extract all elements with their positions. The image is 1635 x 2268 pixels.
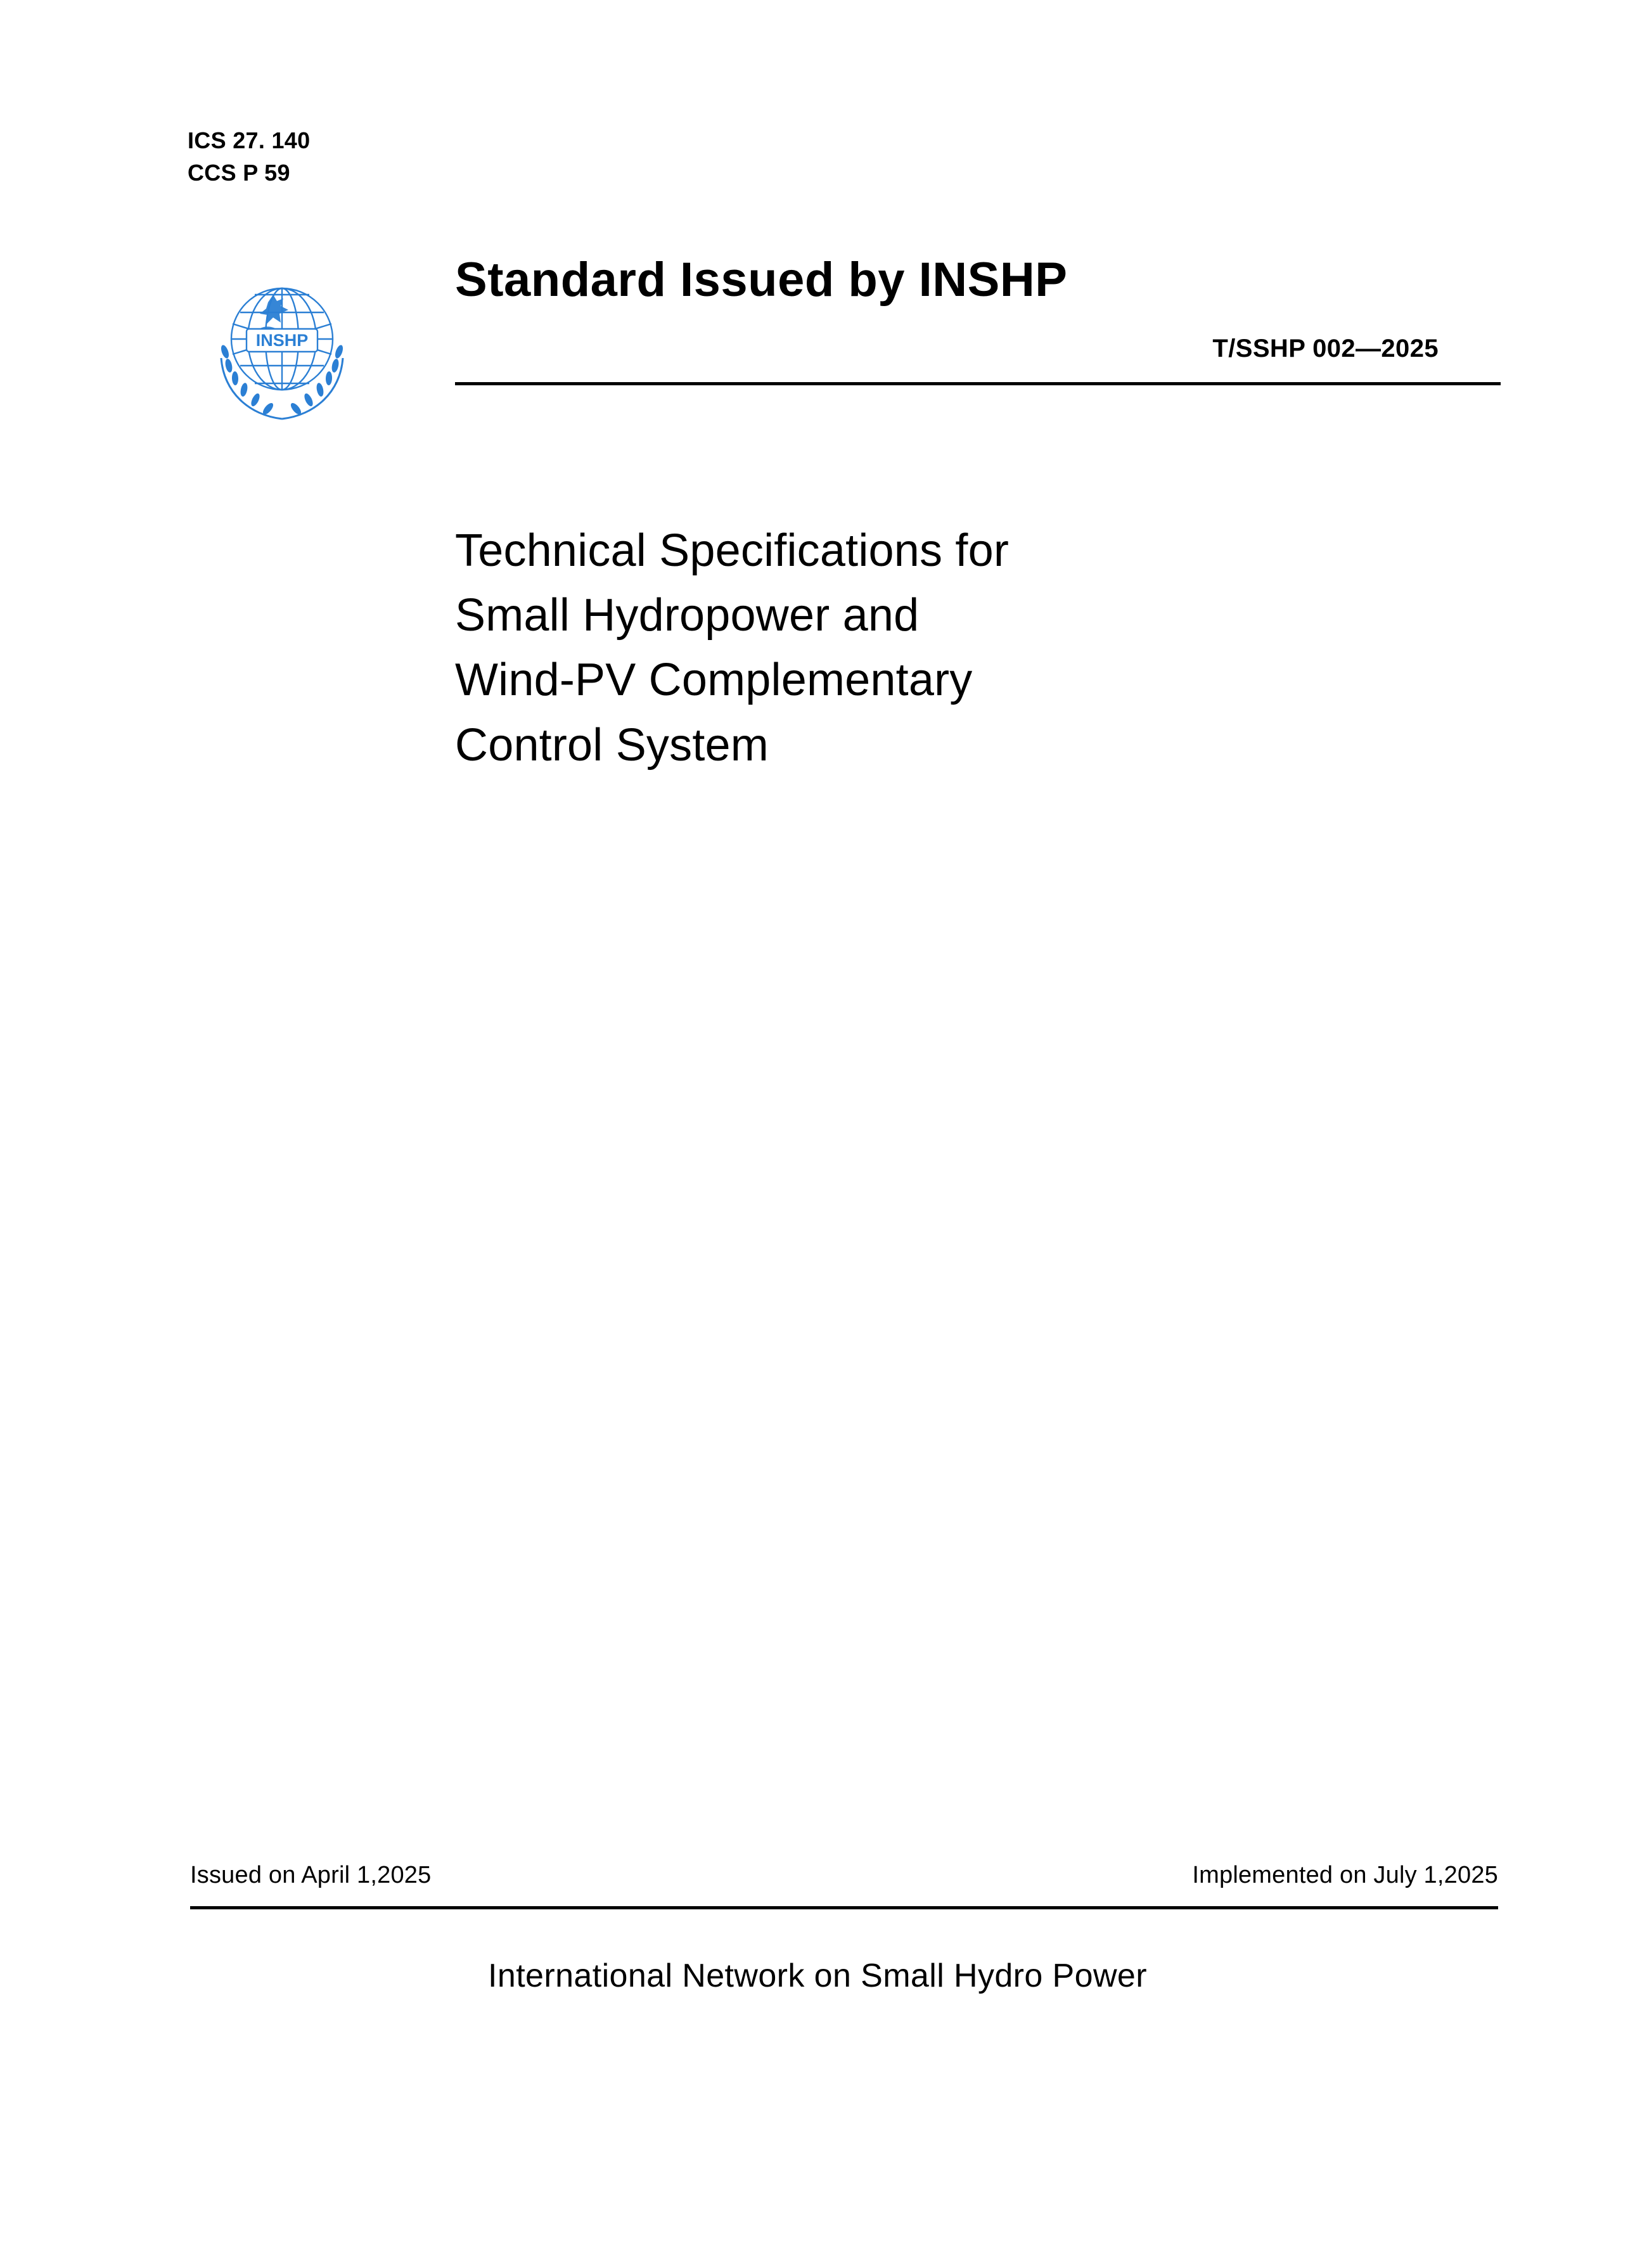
issuer-title: Standard Issued by INSHP <box>455 253 1068 307</box>
page-title <box>455 518 1532 778</box>
footer-divider <box>190 1906 1498 1909</box>
date-row <box>190 1862 1498 1889</box>
inshp-emblem-icon <box>193 263 371 440</box>
svg-text:INSHP: INSHP <box>255 331 309 350</box>
ics-code: ICS 27. 140 <box>188 127 311 153</box>
classification-codes <box>188 124 310 189</box>
ccs-code: CCS P 59 <box>188 160 290 186</box>
standard-number: T/SSHP 002—2025 <box>1212 334 1439 362</box>
cover-header <box>455 253 1501 385</box>
header-divider <box>455 382 1501 385</box>
title-line-3: Wind-PV Complementary <box>455 655 973 706</box>
issued-date: Issued on April 1,2025 <box>190 1862 432 1888</box>
title-line-2: Small Hydropower and <box>455 590 920 641</box>
title-line-1: Technical Specifications for <box>455 525 1010 576</box>
implemented-date: Implemented on July 1,2025 <box>1192 1862 1498 1888</box>
title-line-4: Control System <box>455 719 769 771</box>
organization-name: International Network on Small Hydro Power <box>488 1957 1147 1994</box>
